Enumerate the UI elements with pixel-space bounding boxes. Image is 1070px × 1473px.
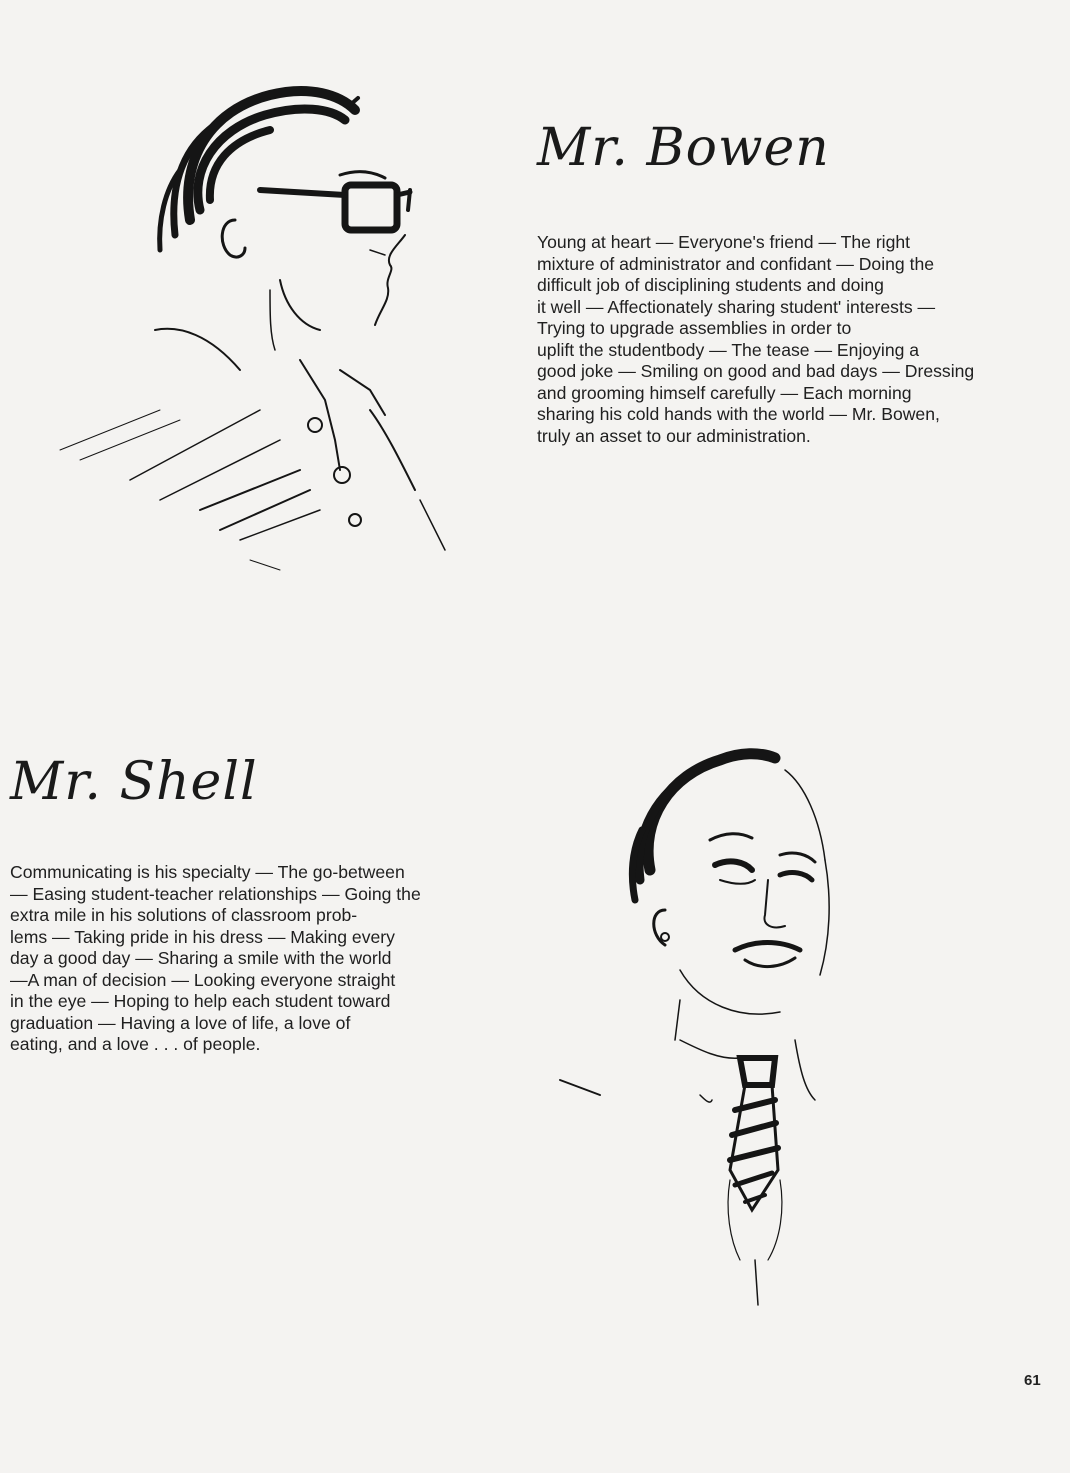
shell-bio-line: —A man of decision — Looking everyone straight [10,969,396,990]
shell-bio-line: Communicating is his specialty — The go-between [10,862,405,882]
shell-bio-line: lems — Taking pride in his dress — Making every [10,926,395,947]
bowen-name-heading: Mr. Bowen [537,118,830,178]
page-number: 61 [1024,1372,1041,1389]
shell-bio-line: in the eye — Hoping to help each student toward [10,991,391,1011]
bowen-bio-line: truly an asset to our administration. [537,425,811,446]
bowen-bio-line: sharing his cold hands with the world — Mr. Bowen, [537,404,940,424]
bowen-bio-line: it well — Affectionately sharing student' interests — [537,296,936,317]
bowen-bio-line: difficult job of disciplining students and doing [537,275,884,295]
bowen-bio-paragraph [537,232,974,447]
bowen-bio-line: uplift the studentbody — The tease — Enjoying a [537,339,920,360]
bowen-bio-line: Trying to upgrade assemblies in order to [537,318,852,338]
bowen-bio-line: Young at heart — Everyone's friend — The right [537,232,911,252]
shell-bio-line: extra mile in his solutions of classroom prob- [10,905,358,925]
shell-bio-line: day a good day — Sharing a smile with the world [10,948,392,968]
shell-bio-line: graduation — Having a love of life, a love of [10,1012,351,1033]
shell-bio-paragraph [10,862,421,1056]
bowen-bio-line: mixture of administrator and confidant — Doing the [537,253,935,274]
shell-name-heading: Mr. Shell [10,752,258,812]
bowen-sketch-portrait [40,70,460,590]
bowen-bio-line: good joke — Smiling on good and bad days — Dressing [537,361,975,381]
shell-sketch-portrait [540,740,960,1310]
shell-bio-line: eating, and a love . . . of people. [10,1034,261,1054]
shell-bio-line: — Easing student-teacher relationships — Going the [10,883,421,904]
bowen-bio-line: and grooming himself carefully — Each morning [537,382,912,403]
